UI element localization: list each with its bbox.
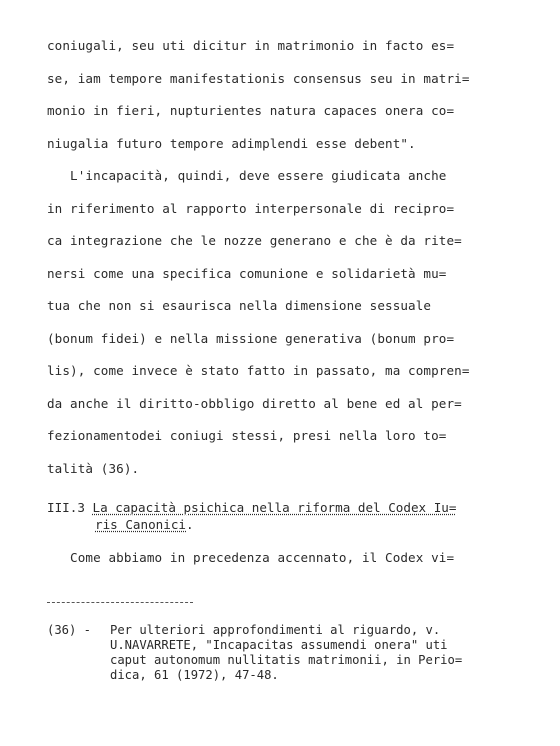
footnote-marker: (36) - <box>47 623 92 637</box>
body-line-12: da anche il diritto-obbligo diretto al bene ed al per= <box>47 396 462 411</box>
body-line-3: monio in fieri, nupturientes natura capaces onera co= <box>47 103 455 118</box>
body-line-5: L'incapacità, quindi, deve essere giudicata anche <box>47 168 447 183</box>
body-line-8: nersi come una specifica comunione e solidarietà mu= <box>47 266 447 281</box>
body-line-7: ca integrazione che le nozze generano e che è da rite= <box>47 233 462 248</box>
section-heading-cont <box>95 517 194 532</box>
footnote-line-4: dica, 61 (1972), 47-48. <box>110 668 279 682</box>
body-line-6: in riferimento al rapporto interpersonale di recipro= <box>47 201 455 216</box>
body-line-13: fezionamentodei coniugi stessi, presi nella loro to= <box>47 428 447 443</box>
section-number: III.3 <box>47 500 85 515</box>
section-title-line-2: ris Canonici <box>95 517 186 532</box>
footnote-line-2: U.NAVARRETE, "Incapacitas assumendi onera" uti <box>110 638 448 652</box>
body-line-after-heading: Come abbiamo in precedenza accennato, il Codex vi= <box>47 550 455 565</box>
footnote-line-1: Per ulteriori approfondimenti al riguardo, v. <box>110 623 441 637</box>
section-title-line-1: La capacità psichica nella riforma del Codex Iu= <box>92 500 457 515</box>
body-line-10: (bonum fidei) e nella missione generativa (bonum pro= <box>47 331 455 346</box>
body-line-9: tua che non si esaurisca nella dimensione sessuale <box>47 298 432 313</box>
body-line-2: se, iam tempore manifestationis consensus seu in matri= <box>47 71 470 86</box>
footnote-separator <box>47 602 193 603</box>
body-line-14: talità (36). <box>47 461 140 476</box>
footnote-line-3: caput autonomum nullitatis matrimonii, in Perio= <box>110 653 463 667</box>
body-line-4: niugalia futuro tempore adimplendi esse debent". <box>47 136 416 151</box>
body-line-11: lis), come invece è stato fatto in passato, ma compren= <box>47 363 470 378</box>
section-title-end: . <box>186 517 194 532</box>
section-heading <box>47 500 456 515</box>
body-line-1: coniugali, seu uti dicitur in matrimonio in facto es= <box>47 38 455 53</box>
